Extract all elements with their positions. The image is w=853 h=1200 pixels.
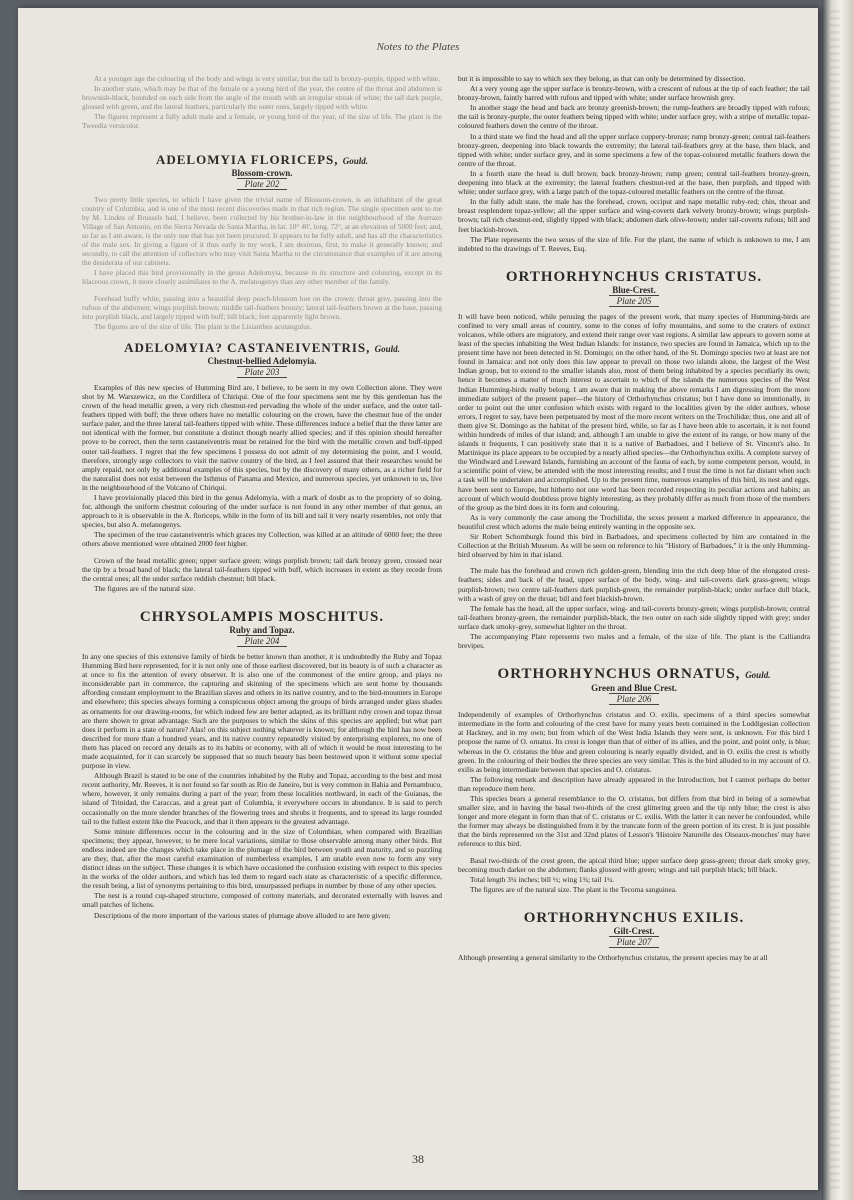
book-page <box>18 8 818 1190</box>
body-paragraph: I have placed this bird provisionally in the genus Adelomyia, because in its structure and colouring, except in its lilaceous crown, it more closely assimilates to the A. melanogenys than any other member of the family. <box>82 268 442 287</box>
body-paragraph: Total length 3¼ inches; bill ½; wing 1¾; tail 1¼. <box>470 874 615 884</box>
plate-number <box>82 636 442 647</box>
species-title <box>458 910 810 926</box>
body-paragraph: The figures are of the natural size. The plant is the Tecoma sanguinea. <box>470 884 677 894</box>
body-paragraph: I have provisionally placed this bird in the genus Adelomyia, with a mark of doubt as to the propriety of so doing, for, although the uniform chestnut colouring of the under surface is not found in any other member of that genus, an approach to it is observable in the A. floriceps, while in the form of its bill and tail it very nearly resembles, not only that species, but also A. melanogenys. <box>82 493 442 530</box>
running-head: Notes to the Plates <box>376 41 460 53</box>
common-name: Chestnut-bellied Adelomyia. <box>207 355 317 366</box>
book-page-edge <box>822 0 853 1200</box>
body-paragraph: The nest is a round cup-shaped structure, composed of cottony materials, and decorated externally with leaves and small patches of lichens. <box>82 891 442 910</box>
plate-label: Plate 202 <box>237 178 288 190</box>
plate-number <box>458 694 810 705</box>
species-name: CHRYSOLAMPIS MOSCHITUS. <box>139 608 385 625</box>
page-number: 38 <box>412 1152 424 1166</box>
common-name: Blossom-crown. <box>231 167 293 178</box>
common-name: Blue-Crest. <box>612 284 656 295</box>
body-paragraph: In a third state we find the head and all the upper surface coppery-bronze; rump bronzy-green; central tail-feathers bronzy-green, deepening into black towards the extremity; the lateral tail-feathers grey at the base, then black, and tipped with white; under surface grey, and in some specimens a few of the topaz-coloured metallic feathers down the centre of the throat. <box>458 131 810 168</box>
body-paragraph: In the fully adult state, the male has the forehead, crown, occiput and nape metallic ruby-red; chin, throat and breast resplendent topaz-yellow; all the upper surface and wing-coverts dark velvety bronzy-brown; wings purplish-brown; tail rich chestnut-red, slightly tipped with black; abdomen dark olive-brown; under tail-coverts rufous; bill and feet blackish-brown. <box>458 197 810 234</box>
common-name: Ruby and Topaz. <box>229 624 295 635</box>
species-title <box>458 269 810 285</box>
species-name: ORTHORHYNCHUS CRISTATUS. <box>505 268 763 285</box>
intro-paragraph: At a younger age the colouring of the body and wings is very similar, but the tail is bronzy-purple, tipped with white. <box>94 74 441 83</box>
species-title <box>82 153 442 168</box>
body-paragraph: In another stage the head and back are bronzy greenish-brown; the rump-feathers are broadly tipped with rufous; the tail is bronzy-purple, the outer feathers being tipped with white; under surface grey, with a stripe of metallic topaz-coloured feathers down the centre of the throat. <box>458 103 810 131</box>
body-paragraph: but it is impossible to say to which sex they belong, as that can only be determined by dissection. <box>458 74 746 83</box>
page-edge-bands <box>830 10 840 1190</box>
left-column <box>82 74 442 921</box>
body-paragraph: In any one species of this extensive family of birds be better known than another, it is undoubtedly the Ruby and Topaz Humming Bird here represented, for it is not only one of those earliest discovered, but its beauty is of such a character as at once to fix the attention of every observer. It is also one of the commonest of the entire group, and plays no inconsiderable part in commerce, the capturing and skinning of the specimens which are sent home by thousands affording constant employment to the Brazilian slaves and others in its native country, and to the bird-mounters in Europe and elsewhere; this species always forming a conspicuous object among the groups of birds arranged under glass shades as ornaments for our drawing-rooms, for which indeed few are better adapted, as its brilliant ruby crown and topaz throat are there shown to great advantage. Such are the purposes to which the skins of this species are applied; but what part does it perform in a state of nature? Alas! on this subject nothing whatever is known; for although the bird has now been described for more than a hundred years, and its native country repeatedly visited by enterprising explorers, no one of them has placed on record any details as to its habits or economy, with all of which it would be most interesting to be made acquainted, for it can scarcely be supposed that so much beauty has been bestowed upon it without some special purpose in view. <box>82 651 443 771</box>
body-paragraph: As is very commonly the case among the Trochilidæ, the sexes present a marked difference in appearance, the beautiful crest which adorns the male being entirely wanting in the opposite sex. <box>458 512 810 531</box>
plate-number <box>458 937 810 948</box>
plate-label: Plate 203 <box>237 366 288 378</box>
body-paragraph: Descriptions of the more important of the various states of plumage above alluded to are here given; <box>94 910 391 920</box>
body-paragraph: The specimen of the true castaneiventris which graces my Collection, was killed at an altitude of 6000 feet; the three others above mentioned were obtained 2000 feet higher. <box>82 530 442 549</box>
body-paragraph: Basal two-thirds of the crest green, the apical third blue; upper surface deep grass-green; throat dark smoky grey, becoming much darker on the abdomen; flanks glossed with green; wings and tail purplish black; bill black. <box>458 855 810 874</box>
body-paragraph: Two pretty little species, to which I have given the trivial name of Blossom-crown, is an inhabitant of the great country of Columbia, and is one of the most recent discoveries made in that rich region. The single specimen sent to me by M. Linden of Brussels had, I believe, been collected by his brother-in-law in the neighbourhood of the Aurrazo Village of San Antonio, on the Sierra Nevada de Santa Martha, in lat. 10° 40', long. 72°, at an elevation of 5000 feet; and, so far as I am aware, is the only one that has yet been procured. It appears to be fully adult, and has all the characteristics of the male sex. In giving a figure of it thus early in my work, I am desirous, first, to make it generally known; and secondly, to call the attention of collectors who may visit Santa Martha to the circumstance that examples of it are among the desiderata of our cabinets. <box>82 194 442 268</box>
plate-label: Plate 204 <box>237 635 288 647</box>
species-name: ADELOMYIA? CASTANEIVENTRIS, <box>124 339 371 355</box>
species-name: ADELOMYIA FLORICEPS, <box>155 151 339 167</box>
plate-number <box>458 296 810 307</box>
species-name: ORTHORHYNCHUS ORNATUS, <box>497 666 741 683</box>
plate-number <box>82 367 442 378</box>
body-paragraph: The female has the head, all the upper surface, wing- and tail-coverts bronzy-green; wings purplish-brown; central tail-feathers bronzy-green, the remainder purplish-black, the two outer on each side slightly tipped with grey; under surface dark smoky-grey, somewhat lighter on the throat. <box>458 603 810 631</box>
plate-label: Plate 205 <box>609 295 660 307</box>
body-paragraph: It will have been noticed, while perusing the pages of the present work, that many species of Humming-birds are confined to very small areas of country, some to the cones of lofty mountains, and some to the craters of extinct volcanos, while others are migratory, and extend their range over vast regions. A similar law appears to govern some at least of the species inhabiting the West Indian Islands: for instance, two species are found in Jamaica, which up to the present time have not been detected in St. Domingo; on the other hand, of the St. Domingo species two at least are not found in Jamaica: and not only does this law appear to prevail on those two islands alone, the largest of the West Indian group, but to extend to the smaller islands also, most of them being inhabited by a species peculiarly its own; hence it becomes a matter of much interest to ascertain to which of the islands the numerous species of the West Indian Humming-birds really belong. I am aware that in making the above remarks I am digressing from the more immediate subject of the present paper—the history of Orthorhynchus cristatus; but I have done so intentionally, in order to point out the utter confusion which exists with regard to the localities given by the older authors, whose errors, I regret to say, have been perpetuated by most of the more recent writers on the Trochilidæ; thus, one and all of them give St. Domingo as the habitat of the present bird, while, so far as I have been able to ascertain, it is not found within hundreds of miles of that island; and, although I am unable to give the extent of its range, or how many of the islands it frequents, I can positively state that it is a native of Barbadoes, and I believe of St. Vincent's also. In Martinique its place appears to be occupied by a nearly allied species—the Orthorhynchus exilis. A complete survey of the Windward and Leeward Islands, furnishing an account of the fauna of each, by some competent person, would, in a scientific point of view, be attended with the most interesting results; and I trust the time is not far distant when such a task will be undertaken and accomplished. Up to the present time, numerous examples of this bird, its nest and eggs, have been sent to Europe, but hitherto not one word has been recorded respecting its peculiar actions and habits; an account of which would doubtless prove highly interesting, as they probably differ as much from those of the members of the group as the bird does in its form and colouring. <box>458 311 810 512</box>
body-paragraph: The male has the forehead and crown rich golden-green, blending into the rich deep blue of the elongated crest-feathers; sides and back of the head, upper surface of the body, wing- and tail-coverts dark grass-green; wings purplish-brown; two centre tail-feathers dark purplish-green, the remainder purplish-black; under surface dull black, with a wash of grey on the throat; bill and feet blackish-brown. <box>458 566 810 603</box>
species-author: Gould. <box>374 343 400 354</box>
common-name: Gilt-Crest. <box>613 925 655 936</box>
intro-paragraph: In another state, which may be that of the female or a young bird of the year, the centre of the throat and abdomen is brownish-black, bounded on each side from the angle of the mouth with an irregular streak of white; the tail dark purple, glossed with green, and the lateral feathers, particularly the outer ones, largely tipped with white. <box>82 84 442 112</box>
plate-label: Plate 206 <box>609 693 660 705</box>
body-paragraph: The following remark and description have already appeared in the Introduction, but I cannot perhaps do better than reproduce them here. <box>458 774 810 793</box>
species-title <box>82 341 442 356</box>
body-paragraph: This species bears a general resemblance to the O. cristatus, but differs from that bird in being of a somewhat smaller size, and in having the basal two-thirds of the crest glittering green and the tip only blue; the crest is also longer and more elegant in form than that of C. cristatus or C. exilis. With the latter it can never be confounded, while the former may always be distinguished from it by the truncate form of the green portion of its crest. It is just possible that the birds represented on the 31st and 32nd plates of Lesson's 'Histoire Naturelle des Oiseaux-mouches' may have reference to this bird. <box>458 794 810 849</box>
species-author: Gould. <box>745 670 771 681</box>
right-column <box>458 74 810 963</box>
body-paragraph: The accompanying Plate represents two males and a female, of the size of life. The plant is the Calliandra brevipes. <box>458 631 810 651</box>
body-paragraph: Crown of the head metallic green; upper surface green; wings purplish brown; tail dark bronzy green, crossed near the tip by a broad band of black; the lateral tail-feathers tipped with buff, which increases in extent as they recede from the central ones; all the under surface reddish chestnut; bill black. <box>82 555 442 583</box>
body-paragraph: At a very young age the upper surface is bronzy-brown, with a crescent of rufous at the tip of each feather; the tail bronzy-brown, faintly barred with rufous and tipped with white; under surface brownish grey. <box>458 84 810 103</box>
plate-number <box>82 179 442 190</box>
species-author: Gould. <box>342 155 369 166</box>
body-paragraph: Sir Robert Schomburgk found this bird in Barbadoes, and specimens collected by him are contained in the Collection at the British Museum. As will be seen on reference to his "History of Barbadoes," it is the only Humming-bird observed by him in that island. <box>458 532 810 560</box>
plate-label: Plate 207 <box>609 936 660 948</box>
body-paragraph: Although Brazil is stated to be one of the countries inhabited by the Ruby and Topaz, according to the best and most recent authority, Mr. Reeves, it is not found so far south as Rio de Janeiro, but is very common in Bahia and Pernambuco, where, however, it only remains during a part of the year; from these localities northward, in each of the Guianas, the island of Trinidad, the Caraccas, and a great part of Columbia, it everywhere occurs in abundance. It is said to perch occasionally on the more slender branches of the flowering trees and shrubs it frequents, and to spread its large rounded tail to the fullest extent like the Peacock, and that it then appears to the greatest advantage. <box>82 771 442 826</box>
body-paragraph: In a fourth state the head is dull brown; back bronzy-brown; rump green; central tail-feathers bronzy-green, deepening into black at the extremity; the lateral feathers chestnut-red at the base, then purplish, and tipped with white; under surface grey, with a large patch of the topaz-coloured metallic feathers on the centre of the throat. <box>458 168 810 197</box>
body-paragraph: The figures are of the natural size. <box>94 583 196 593</box>
intro-paragraph: The figures represent a fully adult male and a female, or young bird of the year, of the size of life. The plant is the Tweedia versicolor. <box>82 112 442 131</box>
species-title <box>458 666 810 683</box>
common-name: Green and Blue Crest. <box>591 683 677 694</box>
body-paragraph: Independently of examples of Orthorhynchus cristatus and O. exilis, specimens of a third species somewhat intermediate in the form and colouring of the crest have for many years been contained in the Loddigesian collection at Hackney, and in my own; but from which of the West India Islands they were sent, is unknown. For this bird I propose the name of O. ornatus. Its crest is longer than that of either of its allies, and the point, and point only, is blue; whereas in the O. cristatus the blue and green colouring is nearly equally divided, and in O. exilis the crest is wholly green. In the colouring of their bodies the three species are very similar. This is the bird alluded to in my account of O. exilis as being intermediate between that species and O. cristatus. <box>458 710 810 774</box>
body-paragraph: The Plate represents the two sexes of the size of life. For the plant, the name of which is unknown to me, I am indebted to the drawings of T. Reeves, Esq. <box>458 234 810 253</box>
body-paragraph: Some minute differences occur in the colouring and in the size of Columbian, when compared with Brazilian specimens; they appear, however, to be mere local variations, similar to those observable among many other birds. But endless indeed are the changes which take place in the plumage of the bird between youth and maturity, and so puzzling are they, that, after the most careful examination of numberless examples, I am unable even now to form any very distinct ideas on the subject. These changes it is which have occasioned the confusion existing with respect to this species in the works of the older authors, and which has led them to regard each state as characteristic of a specific difference, the result being, a list of synonyms pertaining to this bird, unsurpassed perhaps in number by those of any other species. <box>82 826 442 891</box>
body-paragraph: The figures are of the size of life. The plant is the Lisianthus acutangulus. <box>94 321 312 331</box>
species-title <box>82 609 442 625</box>
body-paragraph: Examples of this new species of Humming Bird are, I believe, to be seen in my own Collection alone. They were shot by M. Warszewicz, on the Cordillera of Chiriqui. One of the four specimens sent me by this gentleman has the crown of the head metallic green, a very rich chestnut-red pervading the whole of the under surface, and the outer tail-feathers tipped with buff; the three others have no metallic colouring on the crown, have the chestnut hue of the under surface paler, and the three lateral tail-feathers tipped with white. These differences induce a belief that the three latter are not identical with the former, but constitute a distinct though nearly allied species; and if this opinion should hereafter prove to be correct, then the term castaneiventris must be retained for the bird with the metallic crown and buff-tipped outer tail-feathers. I regret that the few specimens I possess do not admit of my determining the point, and I would, therefore, strongly urge collectors to visit the native country of the bird, as I feel assured that their researches would be amply repaid, not only by additional examples of this species, but by the discovery of many others, as a richer field for the naturalist does not exist between the Isthmus of Panama and Mexico, and numerous species, yet unknown to us, live in the neighbourhood of the Volcano of Chiriqui. <box>82 382 442 492</box>
body-paragraph: Forehead buffy white, passing into a beautiful deep peach-blossom hue on the crown; throat grey, passing into the rufous of the abdomen; wings purplish brown; middle tail-feathers bronzy; lateral tail-feathers brown at the base, passing into purplish black, and largely tipped with buff; bill black; feet apparently light brown. <box>82 293 442 321</box>
species-name: ORTHORHYNCHUS EXILIS. <box>523 909 745 926</box>
body-paragraph: Although presenting a general similarity to the Orthorhynchus cristatus, the present species may be at all <box>458 952 768 962</box>
